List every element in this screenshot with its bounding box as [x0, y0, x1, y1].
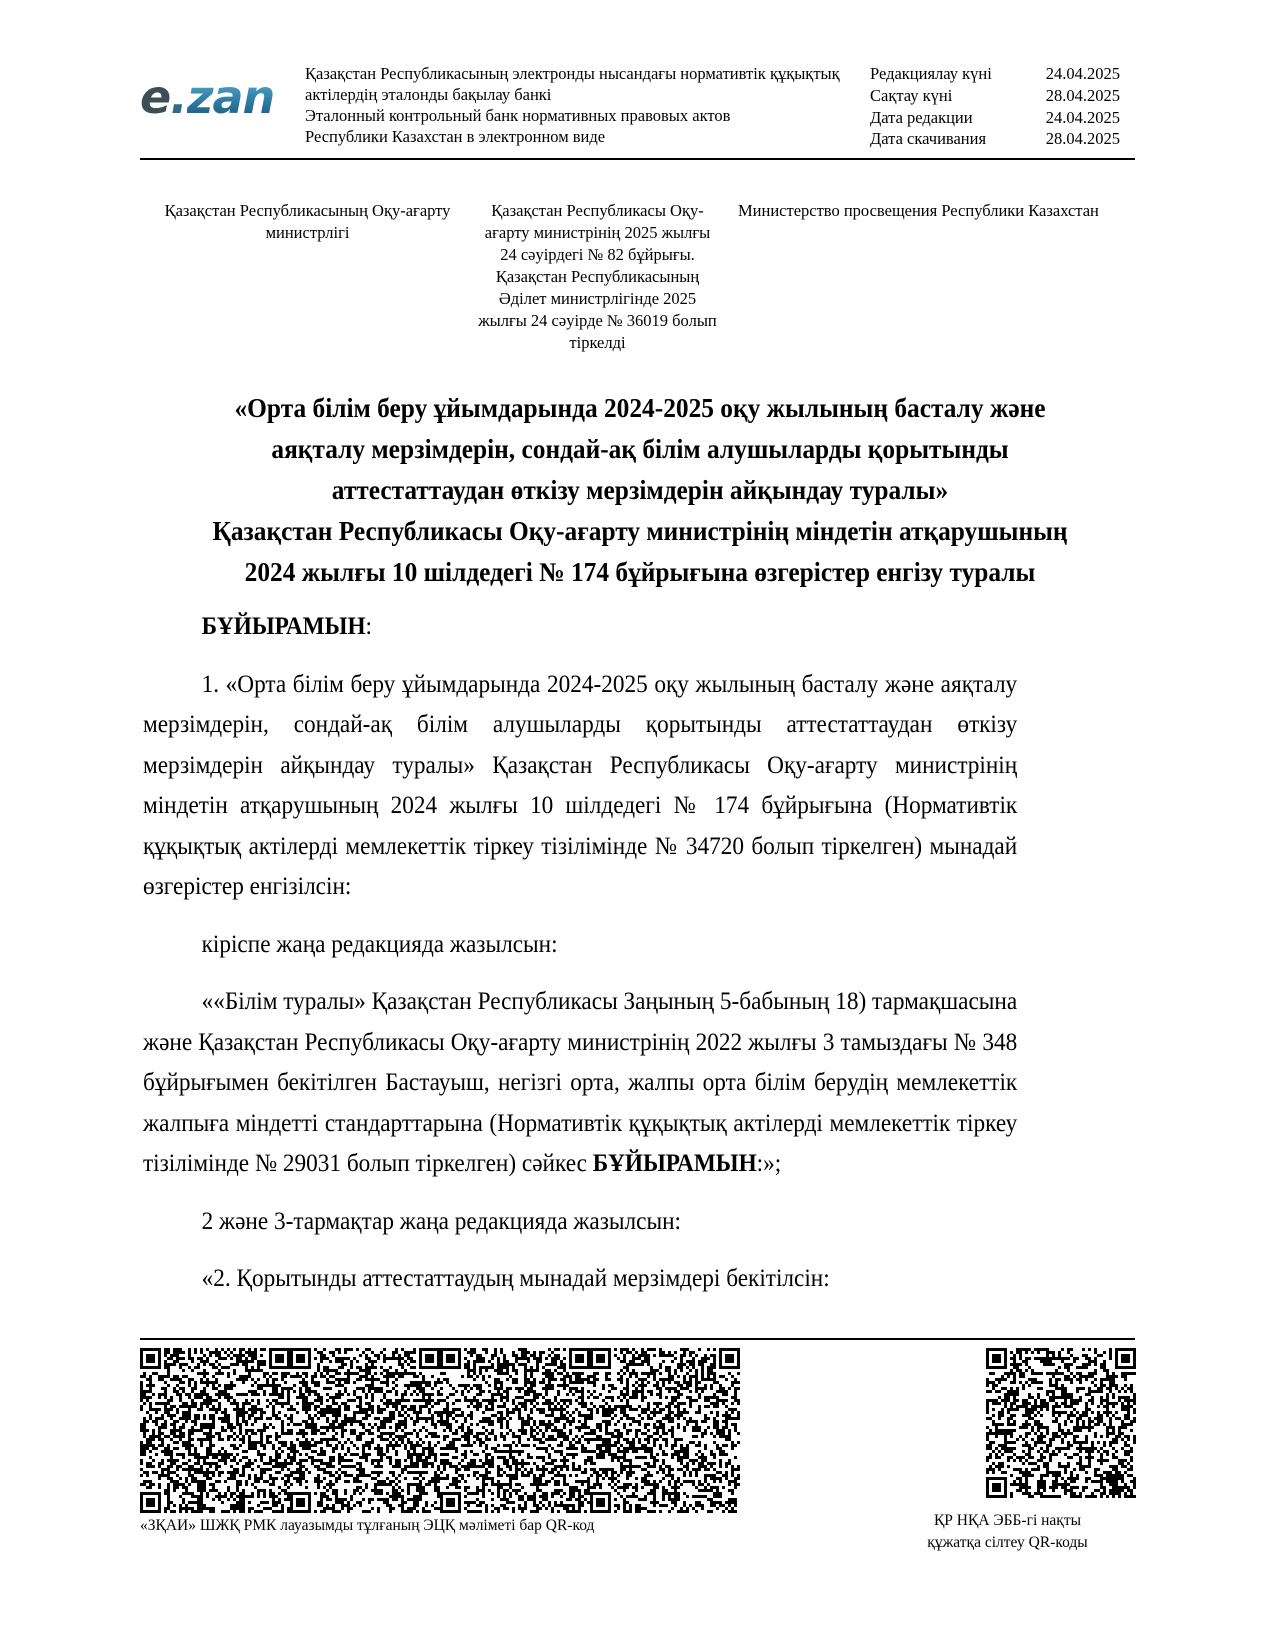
header-dates: [870, 52, 1135, 150]
title-line: 2024 жылғы 10 шілдедегі № 174 бұйрығына өзгерістер енгізу туралы: [244, 557, 1036, 588]
header-description: [305, 52, 870, 147]
agency-column-right: Министерство просвещения Республики Казахстан: [738, 201, 1099, 220]
header-date-row: [870, 107, 1135, 129]
header-date-row: [870, 63, 1135, 85]
header-date-row: [870, 128, 1135, 150]
agency-column-middle: Қазақстан Республикасы Оқу-ағарту министрінің 2025 жылғы 24 сәуірдегі № 82 бұйрығы. Қазақстан Республикасының Әділет министрлігінде 2025 жылғы 24 сәуірде № 36019 болып тіркелді: [478, 201, 717, 352]
ecp-qr-caption: «ЗҚАИ» ШЖҚ РМК лауазымды тұлғаның ЭЦҚ мәліметі бар QR-код: [140, 1517, 595, 1534]
document-header: [140, 52, 1135, 157]
agency-column-left: Қазақстан Республикасының Оқу-ағарту министрлігі: [164, 201, 451, 242]
ezan-logo: [140, 52, 305, 124]
header-divider: [140, 158, 1135, 160]
header-date-label: Дата скачивания: [870, 129, 987, 149]
body-paragraph-5: «2. Қорытынды аттестаттаудың мынадай мерзімдері бекітілсін:: [201, 1265, 830, 1292]
title-line: аттестаттаудан өткізу мерзімдерін айқындау туралы»: [331, 475, 949, 506]
logo-text-zan: zan: [186, 70, 275, 124]
logo-letter-e: e: [140, 70, 171, 124]
document-body: [143, 607, 1017, 1317]
document-link-qr-caption: [880, 1510, 1135, 1553]
body-paragraph-4: 2 және 3-тармақтар жаңа редакцияда жазылсын:: [201, 1207, 681, 1235]
header-description-line: Эталонный контрольный банк нормативных правовых актов: [305, 106, 731, 126]
header-date-value: 24.04.2025: [1045, 107, 1120, 127]
ecp-qr-code: [140, 1348, 740, 1513]
header-description-line: актілердің эталонды бақылау банкі: [305, 85, 552, 105]
body-paragraph-3: [143, 982, 1017, 1185]
header-date-value: 28.04.2025: [1045, 85, 1120, 105]
logo-dot: .: [170, 70, 187, 124]
document-link-qr-code: [986, 1348, 1136, 1498]
order-heading-word: БҰЙЫРАМЫН: [201, 613, 366, 640]
footer-divider: [140, 1338, 1135, 1340]
title-line: «Орта білім беру ұйымдарында 2024-2025 оқу жылының басталу және: [234, 393, 1046, 423]
body-paragraph-3-text: ««Білім туралы» Қазақстан Республикасы Заңының 5-бабының 18) тармақшасына және Қазақстан Республикасы Оқу-ағарту министрінің 2022 жылғы 3 тамыздағы № 348 бұйрығымен бекітілген Бастауыш, негізгі орта, жалпы орта білім берудің мемлекеттік жалпыға міндетті стандарттарына (Нормативтік құқықтық актілерді мемлекеттік тіркеу тізілімінде № 29031 болып тіркелген) сәйкес: [143, 988, 1018, 1177]
body-paragraph-2: кіріспе жаңа редакцияда жазылсын:: [201, 930, 558, 958]
order-heading: [143, 607, 1017, 648]
header-date-label: Дата редакции: [870, 107, 973, 127]
header-date-label: Сақтау күні: [870, 85, 953, 105]
agency-columns: [140, 200, 1135, 354]
body-paragraph-3-bold: БҰЙЫРАМЫН: [592, 1150, 757, 1177]
header-date-row: [870, 85, 1135, 107]
header-description-line: Қазақстан Республикасының электронды нысандағы нормативтік құқықтық: [305, 64, 840, 83]
header-description-line: Республики Казахстан в электронном виде: [305, 127, 606, 147]
qr-caption-line: құжатқа сілтеу QR-коды: [927, 1533, 1088, 1551]
body-paragraph-1: 1. «Орта білім беру ұйымдарында 2024-2025 оқу жылының басталу және аяқталу мерзімдерін, сондай-ақ білім алушыларды қорытынды аттестаттаудан өткізу мерзімдерін айқындау туралы» Қазақстан Республикасы Оқу-ағарту министрінің міндетін атқарушының 2024 жылғы 10 шілдедегі № 174 бұйрығына (Нормативтік құқықтық актілерді мемлекеттік тіркеу тізілімінде № 34720 болып тіркелген) мынадай өзгерістер енгізілсін:: [143, 670, 1018, 900]
qr-caption-line: ҚР НҚА ЭББ-гі нақты: [933, 1512, 1082, 1529]
header-date-value: 28.04.2025: [1045, 129, 1120, 149]
header-date-label: Редакциялау күні: [870, 64, 992, 83]
title-line: Қазақстан Республикасы Оқу-ағарту министрінің міндетін атқарушының: [212, 516, 1068, 547]
document-title: [189, 388, 1091, 593]
body-paragraph-3-tail: :»;: [756, 1150, 782, 1177]
header-date-value: 24.04.2025: [1045, 64, 1120, 83]
order-heading-colon: :: [365, 613, 373, 640]
title-line: аяқталу мерзімдерін, сондай-ақ білім алушыларды қорытынды: [271, 434, 1009, 465]
